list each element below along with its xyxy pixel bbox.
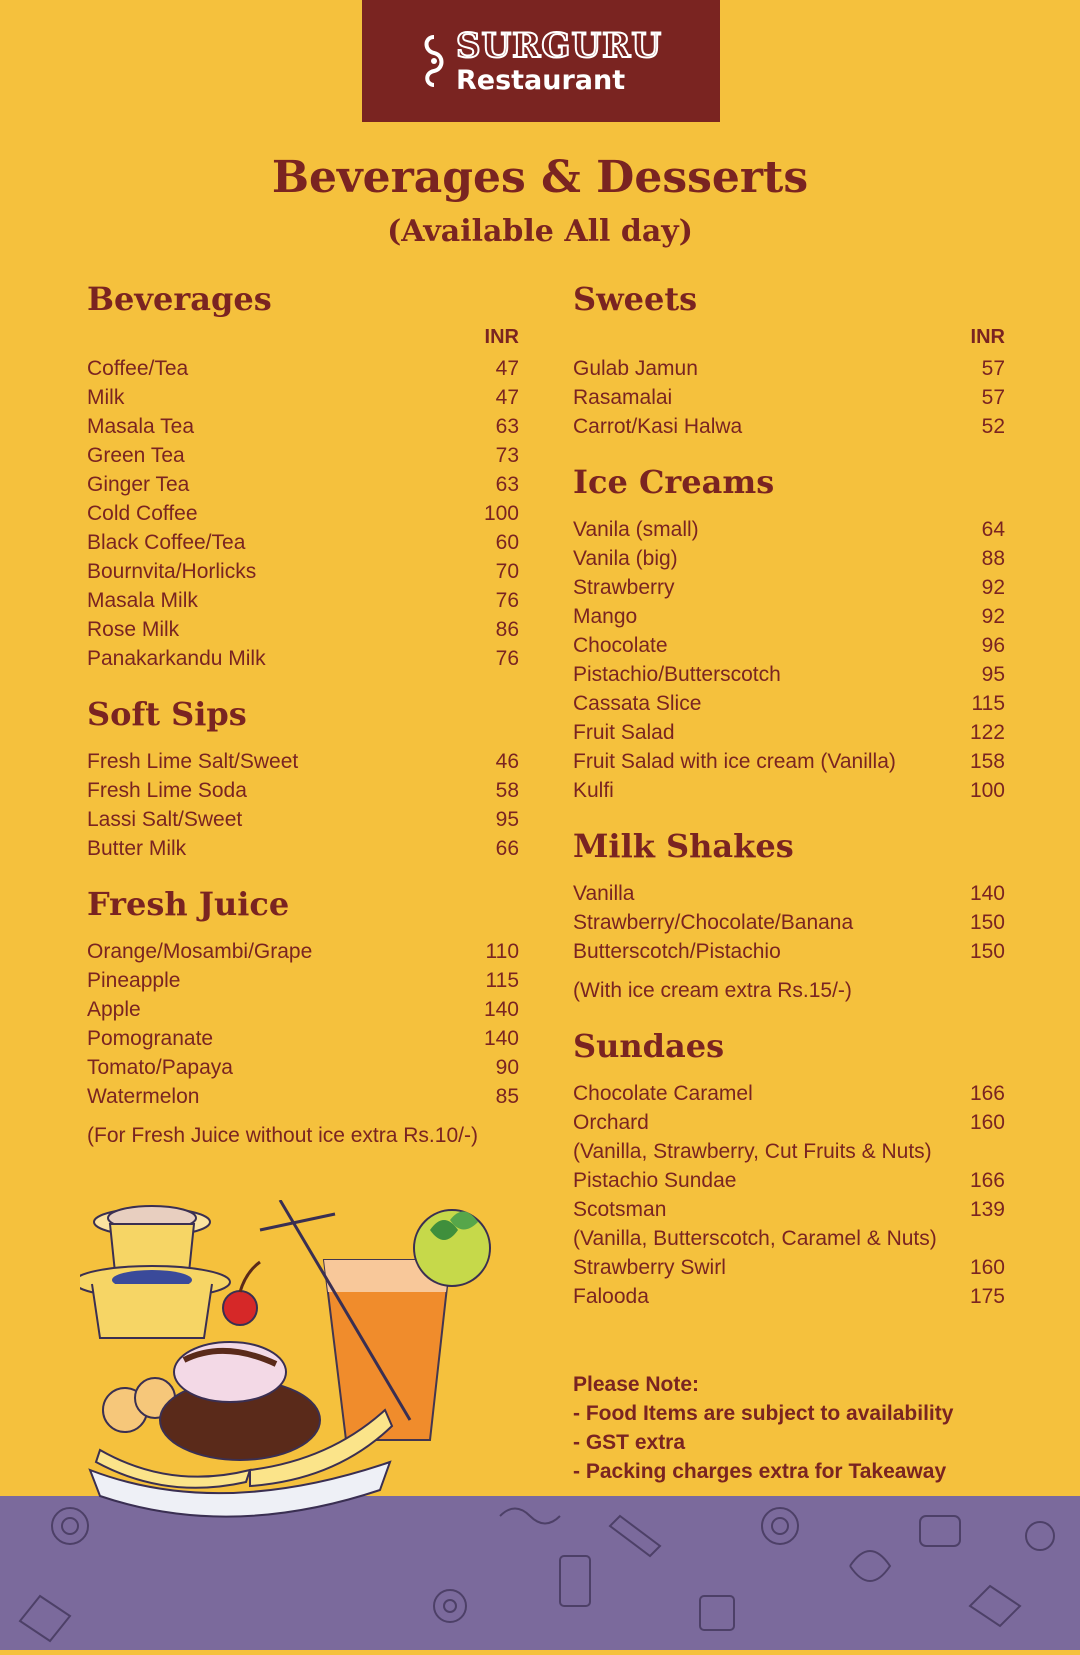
menu-item-name: Butter Milk [87, 837, 187, 860]
menu-item-price: 63 [495, 473, 519, 496]
menu-item [87, 354, 519, 383]
menu-item-name: Kulfi [573, 779, 614, 802]
menu-item-price: 110 [485, 940, 519, 963]
please-note [573, 1370, 953, 1486]
menu-item [573, 544, 1005, 573]
menu-item [573, 1137, 1005, 1166]
menu-item-name: Scotsman [573, 1198, 667, 1221]
menu-item-name: Black Coffee/Tea [87, 531, 246, 554]
menu-item-name: Rasamalai [573, 386, 673, 409]
menu-item-name: Milk [87, 386, 125, 409]
section-note: (With ice cream extra Rs.15/-) [573, 979, 852, 1002]
section-title: Sweets [573, 280, 698, 318]
menu-item [87, 586, 519, 615]
section-title: Milk Shakes [573, 827, 794, 865]
menu-item-price: 52 [981, 415, 1005, 438]
menu-item [87, 995, 519, 1024]
menu-item-price: 57 [981, 386, 1005, 409]
section-soft-sips [87, 695, 519, 863]
left-column [87, 280, 519, 1172]
right-column [573, 280, 1005, 1333]
menu-item [573, 1195, 1005, 1224]
menu-item-price: 140 [969, 882, 1005, 905]
menu-item-price: 92 [981, 576, 1005, 599]
section-title: Beverages [87, 280, 272, 318]
menu-item-name: Panakarkandu Milk [87, 647, 266, 670]
menu-item-price: 150 [969, 911, 1005, 934]
menu-item-price: 47 [495, 357, 519, 380]
menu-item-name: Vanilla [573, 882, 635, 905]
menu-item-name: Bournvita/Horlicks [87, 560, 257, 583]
menu-item [87, 528, 519, 557]
menu-item-name: Vanila (small) [573, 518, 699, 541]
menu-item-name: Fresh Lime Soda [87, 779, 247, 802]
menu-item [573, 660, 1005, 689]
menu-item-price: 47 [495, 386, 519, 409]
brand-name: SURGURU [455, 25, 663, 66]
menu-item-name: Pomogranate [87, 1027, 214, 1050]
menu-item-name: Coffee/Tea [87, 357, 189, 380]
menu-item [87, 776, 519, 805]
menu-item-price: 46 [495, 750, 519, 773]
menu-item-price: 57 [981, 357, 1005, 380]
menu-item-price: 90 [495, 1056, 519, 1079]
menu-item-price: 115 [971, 692, 1005, 715]
menu-item-name: Pistachio Sundae [573, 1169, 737, 1192]
menu-item [573, 1166, 1005, 1195]
menu-item [87, 644, 519, 673]
menu-item [573, 1224, 1005, 1253]
menu-item [87, 470, 519, 499]
please-note-line: - GST extra [573, 1431, 686, 1454]
page-subtitle: (Available All day) [387, 214, 693, 249]
menu-item [87, 1053, 519, 1082]
menu-item [87, 615, 519, 644]
menu-item-name: Chocolate [573, 634, 668, 657]
menu-item-name: Fresh Lime Salt/Sweet [87, 750, 299, 773]
menu-list [573, 515, 1005, 805]
please-note-line: - Food Items are subject to availability [573, 1402, 954, 1425]
menu-item-price: 122 [969, 721, 1005, 744]
menu-item-price: 92 [981, 605, 1005, 628]
menu-item-price: 86 [495, 618, 519, 641]
menu-item-price: 100 [483, 502, 519, 525]
menu-item-price: 76 [495, 589, 519, 612]
page-title: Beverages & Desserts [271, 152, 809, 203]
menu-item [87, 834, 519, 863]
please-note-heading: Please Note: [573, 1373, 700, 1396]
section-ice-creams [573, 463, 1005, 805]
section-sweets [573, 280, 1005, 441]
menu-list [573, 879, 1005, 966]
section-milk-shakes [573, 827, 1005, 1005]
menu-item-price: 96 [981, 634, 1005, 657]
menu-item-price: 175 [969, 1285, 1005, 1308]
menu-item-name: Mango [573, 605, 638, 628]
menu-item-price: 70 [495, 560, 519, 583]
section-title: Sundaes [573, 1027, 725, 1065]
menu-item-name: Tomato/Papaya [87, 1056, 233, 1079]
menu-item-name: Strawberry/Chocolate/Banana [573, 911, 854, 934]
section-title: Ice Creams [573, 463, 775, 501]
menu-item [87, 1024, 519, 1053]
menu-list [87, 747, 519, 863]
menu-item-price: 60 [495, 531, 519, 554]
menu-item-name: Masala Milk [87, 589, 198, 612]
menu-item [87, 412, 519, 441]
menu-item [87, 557, 519, 586]
menu-item [573, 1108, 1005, 1137]
menu-item-name: Gulab Jamun [573, 357, 698, 380]
menu-item-price: 58 [495, 779, 519, 802]
section-beverages [87, 280, 519, 673]
menu-item-name: (Vanilla, Strawberry, Cut Fruits & Nuts) [573, 1140, 932, 1163]
menu-list [87, 354, 519, 673]
section-note: (For Fresh Juice without ice extra Rs.10/-) [87, 1124, 478, 1147]
menu-item [87, 1082, 519, 1111]
menu-item [573, 383, 1005, 412]
menu-item-name: Chocolate Caramel [573, 1082, 753, 1105]
section-title: Fresh Juice [87, 885, 290, 923]
menu-item-name: Vanila (big) [573, 547, 678, 570]
menu-item [87, 499, 519, 528]
menu-item-name: Orchard [573, 1111, 649, 1134]
menu-item-name: Watermelon [87, 1085, 200, 1108]
section-fresh-juice [87, 885, 519, 1150]
menu-item [573, 879, 1005, 908]
logo-mark-icon [420, 33, 448, 89]
menu-item-name: Falooda [573, 1285, 649, 1308]
menu-item-price: 88 [981, 547, 1005, 570]
menu-item-name: Rose Milk [87, 618, 180, 641]
menu-item [573, 354, 1005, 383]
menu-item-name: Orange/Mosambi/Grape [87, 940, 313, 963]
menu-item-name: Cold Coffee [87, 502, 198, 525]
menu-item [573, 515, 1005, 544]
menu-item-price: 160 [969, 1256, 1005, 1279]
menu-item-name: Fruit Salad [573, 721, 675, 744]
menu-item-name: Pistachio/Butterscotch [573, 663, 781, 686]
menu-item [87, 441, 519, 470]
menu-item [573, 412, 1005, 441]
dessert-illustration-icon [80, 1200, 550, 1570]
menu-item-price: 95 [981, 663, 1005, 686]
menu-item-name: Pineapple [87, 969, 181, 992]
menu-item-name: Carrot/Kasi Halwa [573, 415, 743, 438]
menu-item [573, 1079, 1005, 1108]
menu-item-price: 95 [495, 808, 519, 831]
menu-item-price: 158 [969, 750, 1005, 773]
menu-item-name: Butterscotch/Pistachio [573, 940, 781, 963]
menu-item-price: 73 [495, 444, 519, 467]
menu-item [87, 383, 519, 412]
currency-label: INR [484, 326, 519, 348]
menu-item [573, 689, 1005, 718]
menu-item [87, 805, 519, 834]
menu-list [573, 354, 1005, 441]
menu-item-price: 85 [495, 1085, 519, 1108]
menu-item [573, 1253, 1005, 1282]
menu-item-name: Masala Tea [87, 415, 195, 438]
menu-item-price: 160 [969, 1111, 1005, 1134]
menu-item [87, 747, 519, 776]
menu-list [573, 1079, 1005, 1311]
menu-item-price: 63 [495, 415, 519, 438]
menu-item [573, 908, 1005, 937]
menu-item [573, 602, 1005, 631]
menu-item-price: 150 [969, 940, 1005, 963]
menu-item [87, 937, 519, 966]
menu-item [573, 937, 1005, 966]
menu-item-name: Apple [87, 998, 141, 1021]
menu-item [573, 1282, 1005, 1311]
currency-label: INR [970, 326, 1005, 348]
menu-item-name: Strawberry Swirl [573, 1256, 726, 1279]
menu-item-price: 166 [969, 1082, 1005, 1105]
menu-item-price: 140 [483, 998, 519, 1021]
menu-item [573, 747, 1005, 776]
menu-item [573, 573, 1005, 602]
menu-item-name: Strawberry [573, 576, 675, 599]
menu-item [573, 776, 1005, 805]
menu-item [87, 966, 519, 995]
menu-item-name: Green Tea [87, 444, 185, 467]
menu-item-price: 140 [483, 1027, 519, 1050]
filter-coffee-icon [80, 1206, 230, 1338]
brand-subtitle: Restaurant [455, 64, 626, 96]
section-title: Soft Sips [87, 695, 247, 733]
menu-item-price: 115 [485, 969, 519, 992]
menu-item-price: 166 [969, 1169, 1005, 1192]
menu-item-name: Lassi Salt/Sweet [87, 808, 243, 831]
menu-list [87, 937, 519, 1111]
menu-item-name: (Vanilla, Butterscotch, Caramel & Nuts) [573, 1227, 937, 1250]
menu-item [573, 631, 1005, 660]
menu-item-price: 76 [495, 647, 519, 670]
restaurant-logo [362, 0, 720, 122]
menu-item-price: 139 [969, 1198, 1005, 1221]
menu-item [573, 718, 1005, 747]
menu-item-price: 100 [969, 779, 1005, 802]
menu-item-name: Ginger Tea [87, 473, 190, 496]
menu-item-name: Cassata Slice [573, 692, 702, 715]
section-sundaes [573, 1027, 1005, 1311]
menu-item-price: 66 [495, 837, 519, 860]
please-note-line: - Packing charges extra for Takeaway [573, 1460, 947, 1483]
menu-item-price: 64 [981, 518, 1005, 541]
menu-item-name: Fruit Salad with ice cream (Vanilla) [573, 750, 896, 773]
